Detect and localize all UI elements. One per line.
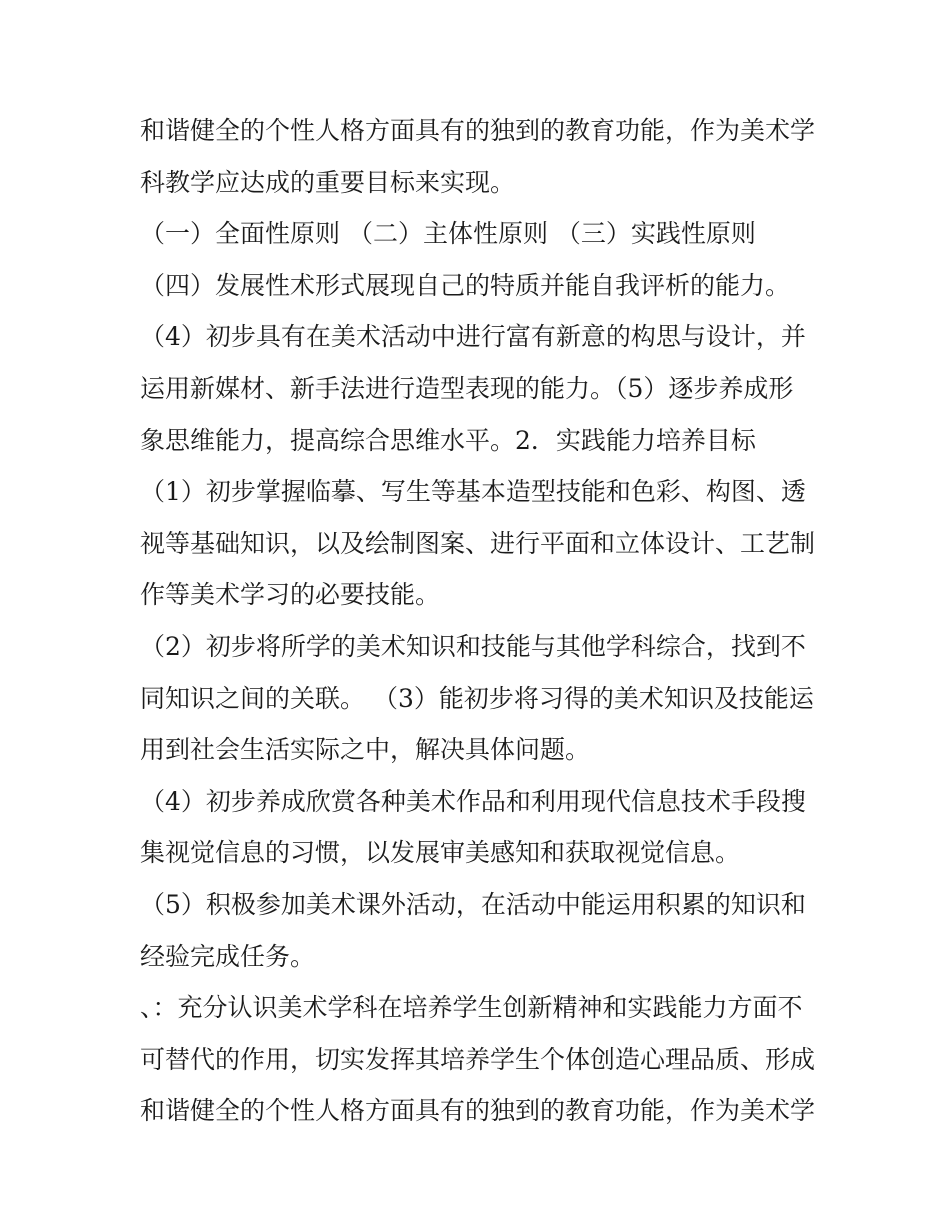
text-line: （5）积极参加美术课外活动，在活动中能运用积累的知识和 xyxy=(140,889,806,919)
text-line: （四）发展性术形式展现自己的特质并能自我评析的能力。 xyxy=(140,270,791,300)
text-line: （2）初步将所学的美术知识和技能与其他学科综合，找到不 xyxy=(140,631,806,661)
text-line: 同知识之间的关联。 （3）能初步将习得的美术知识及技能运 xyxy=(140,683,814,713)
body-text xyxy=(140,105,820,1137)
text-line: 象思维能力，提高综合思维水平。2．实践能力培养目标 xyxy=(140,425,756,455)
text-line: （4）初步养成欣赏各种美术作品和利用现代信息技术手段搜 xyxy=(140,786,806,816)
text-line: （4）初步具有在美术活动中进行富有新意的构思与设计，并 xyxy=(140,322,806,352)
text-line: 用到社会生活实际之中，解决具体问题。 xyxy=(140,735,591,765)
text-line: 作等美术学习的必要技能。 xyxy=(140,580,441,610)
text-line: 科教学应达成的重要目标来实现。 xyxy=(140,167,516,197)
text-line: 集视觉信息的习惯，以发展审美感知和获取视觉信息。 xyxy=(140,838,741,868)
text-line: 、：充分认识美术学科在培养学生创新精神和实践能力方面不 xyxy=(140,993,803,1023)
text-line: （一）全面性原则 （二）主体性原则 （三）实践性原则 xyxy=(140,219,756,249)
text-line: 和谐健全的个性人格方面具有的独到的教育功能，作为美术学 xyxy=(140,1096,816,1126)
text-line: （1）初步掌握临摹、写生等基本造型技能和色彩、构图、透 xyxy=(140,477,806,507)
text-line: 和谐健全的个性人格方面具有的独到的教育功能，作为美术学 xyxy=(140,116,816,145)
text-line: 视等基础知识，以及绘制图案、进行平面和立体设计、工艺制 xyxy=(140,528,816,558)
text-line: 可替代的作用，切实发挥其培养学生个体创造心理品质、形成 xyxy=(140,1044,816,1074)
text-line: 运用新媒材、新手法进行造型表现的能力。（5）逐步养成形 xyxy=(140,373,794,403)
text-line: 经验完成任务。 xyxy=(140,941,316,971)
